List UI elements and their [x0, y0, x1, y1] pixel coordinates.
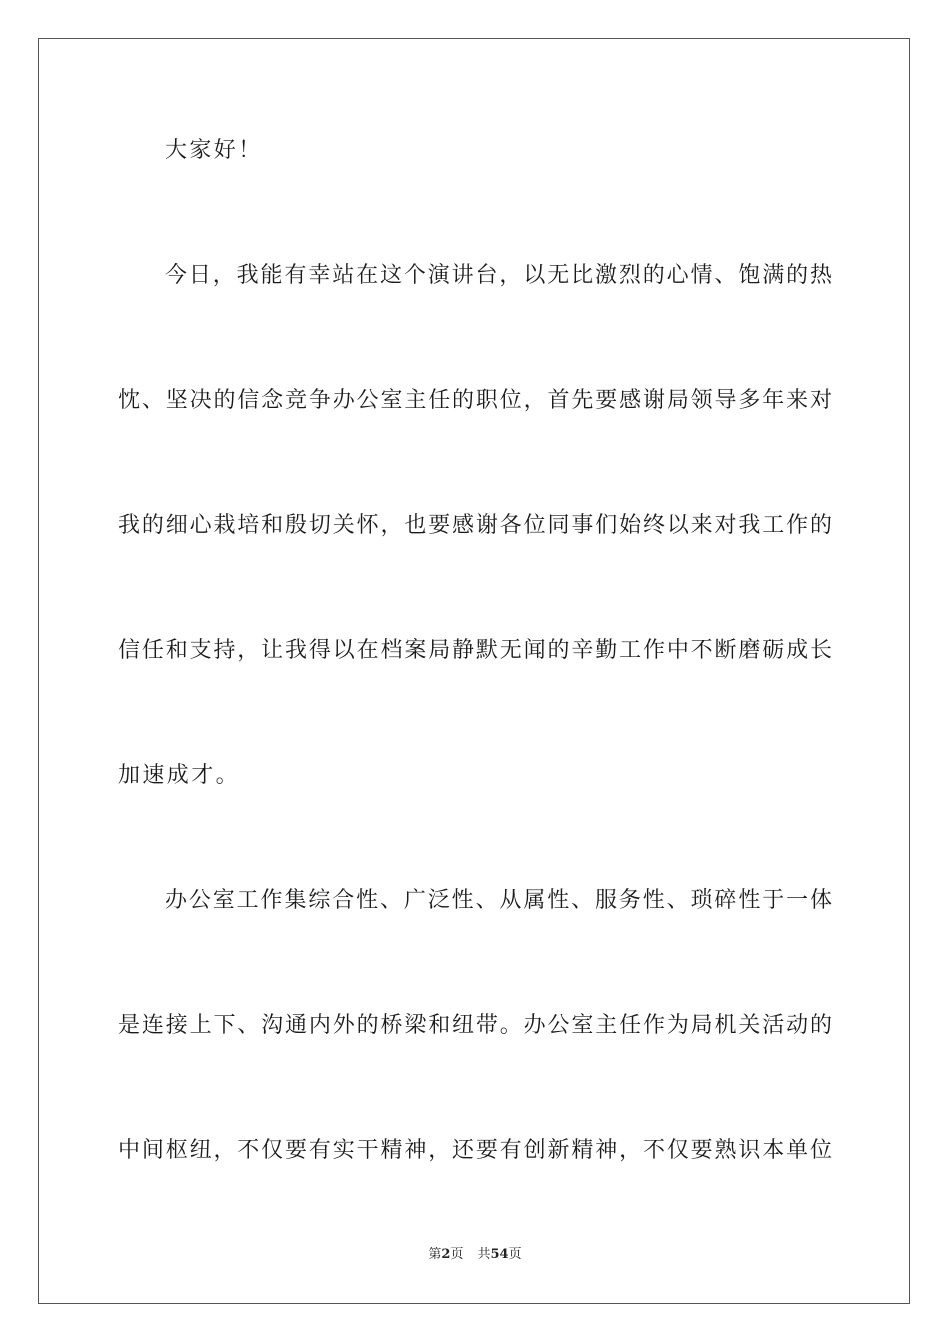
paragraph-2-line-2: 是连接上下、沟通内外的桥梁和纽带。办公室主任作为局机关活动的: [118, 1013, 832, 1038]
paragraph-2-line-1: 办公室工作集综合性、广泛性、从属性、服务性、琐碎性于一体: [165, 888, 832, 913]
page-prefix: 第: [428, 1247, 442, 1262]
paragraph-1-line-1: 今日，我能有幸站在这个演讲台，以无比激烈的心情、饱满的热: [165, 263, 832, 288]
total-prefix: 共: [477, 1247, 491, 1262]
greeting-line: 大家好！: [165, 138, 263, 163]
paragraph-1-line-4: 信任和支持，让我得以在档案局静默无闻的辛勤工作中不断磨砺成长: [118, 638, 832, 663]
page-number: 2: [441, 1247, 451, 1262]
page-suffix: 页: [450, 1247, 464, 1262]
paragraph-2-line-3: 中间枢纽，不仅要有实干精神，还要有创新精神，不仅要熟识本单位: [118, 1138, 832, 1163]
page-frame: [38, 38, 910, 1304]
total-pages: 54: [490, 1247, 509, 1262]
paragraph-1-line-5: 加速成才。: [118, 763, 241, 788]
total-suffix: 页: [508, 1247, 522, 1262]
paragraph-1-line-3: 我的细心栽培和殷切关怀，也要感谢各位同事们始终以来对我工作的: [118, 513, 832, 538]
page-footer: [0, 1246, 950, 1264]
paragraph-1-line-2: 忱、坚决的信念竞争办公室主任的职位，首先要感谢局领导多年来对: [118, 388, 832, 413]
